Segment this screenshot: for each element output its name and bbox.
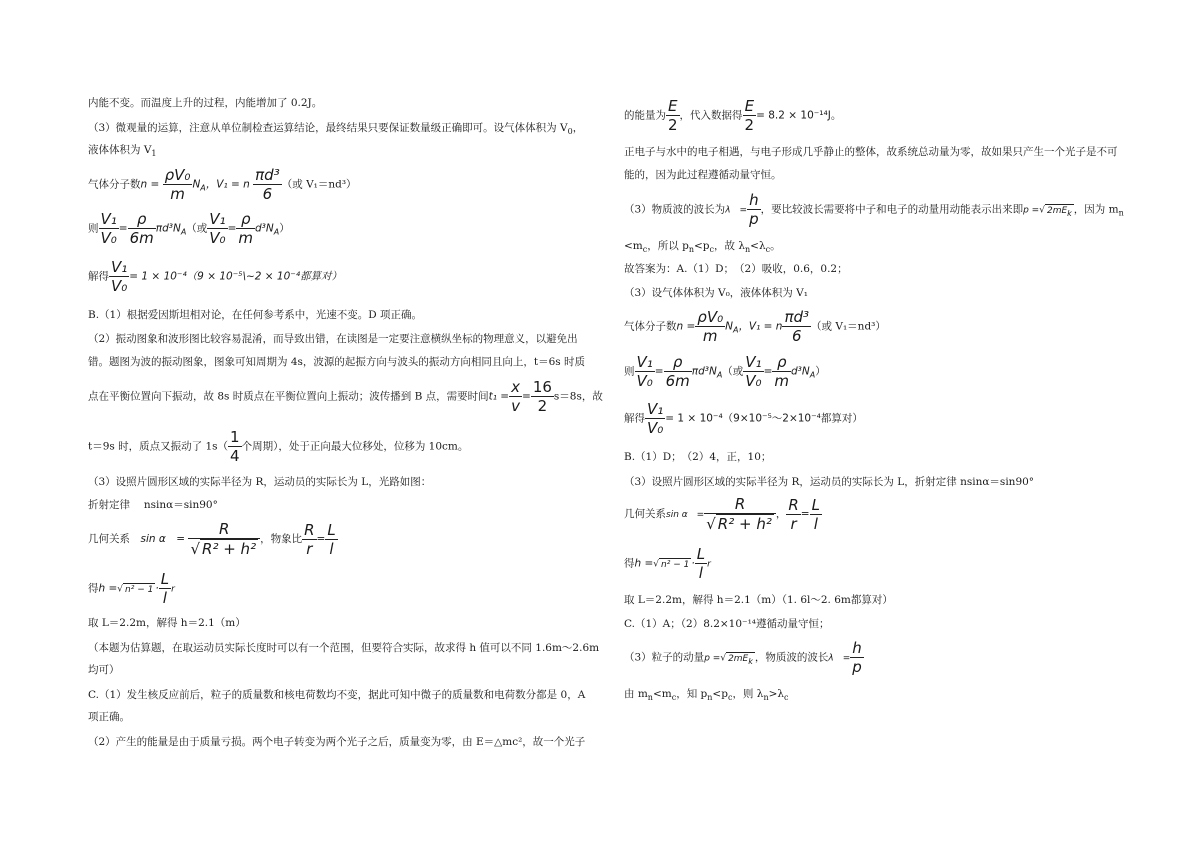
math: t₁ = (488, 390, 510, 403)
text: （2）产生的能量是由于质量亏损。两个电子转变为两个光子之后，质量变为零，由 E＝△mc²，故一个光子 (88, 736, 586, 748)
subscript: c (765, 245, 771, 255)
math: = 1 × 10⁻⁴（9×10⁻⁵～2×10⁻⁴都算对） (665, 412, 863, 425)
subscript: n (688, 245, 694, 255)
subscript: n (1118, 208, 1124, 218)
text: ， (775, 508, 787, 520)
fraction (236, 210, 255, 247)
text: 解得 (88, 270, 109, 283)
formula-geometry (88, 520, 338, 558)
numerator: V₁ (100, 210, 117, 228)
text: 则 (624, 365, 635, 378)
math: d³N (791, 365, 810, 378)
text: B.（1）D； （2）4，正，10； (624, 451, 772, 463)
denominator: m (695, 326, 725, 345)
subscript: 0 (567, 127, 573, 137)
numerator: L (811, 495, 820, 514)
math: r (707, 559, 711, 570)
numerator: x (511, 378, 520, 396)
fraction (99, 210, 119, 247)
text: 点在平衡位置向下振动，故 8s 时质点在平衡位置向上振动；波传播到 B 点，需要时间 (88, 390, 489, 403)
fraction (253, 166, 282, 203)
text: ） (279, 222, 290, 235)
denominator: √ R² + h² (188, 538, 260, 558)
denominator: √ R² + h² (704, 513, 776, 533)
numerator: πd³ (255, 166, 280, 184)
denominator: l (325, 539, 337, 558)
answer-line (624, 263, 848, 276)
fraction (159, 570, 171, 607)
numerator: ρ (672, 353, 683, 371)
math: = (316, 533, 326, 545)
text-line (624, 146, 1118, 159)
text: （3）微观量的运算，注意从单位制检查运算结论，最终结果只要保证数量级正确即可。设气体体积为 V (88, 122, 568, 134)
text-line (88, 144, 157, 157)
text-line (88, 642, 599, 655)
denominator: l (159, 588, 171, 607)
text: B.（1）根据爱因斯坦相对论，在任何参考系中，光速不变。D 项正确。 (88, 309, 422, 321)
text: <m (624, 240, 643, 252)
numerator: L (696, 545, 706, 563)
text-line (88, 617, 246, 630)
text: <λ (750, 240, 766, 252)
text: 气体分子数 (88, 178, 141, 191)
text: 则 (88, 222, 99, 235)
subscript: c (642, 245, 648, 255)
subscript: 1 (151, 149, 157, 159)
math: n = (676, 320, 696, 333)
formula-molecule-count (624, 308, 886, 345)
text: 取 L＝2.2m，解得 h＝2.1（m）（1. 6l～2. 6m都算对） (624, 594, 893, 606)
denominator: l (810, 514, 822, 533)
subscript: c (671, 693, 677, 703)
math: p = (1023, 205, 1040, 216)
math: = (227, 222, 237, 235)
text-line (88, 711, 130, 724)
formula-geometry (624, 495, 822, 533)
numerator: ρV₀ (697, 308, 724, 326)
fraction (772, 353, 791, 390)
text: ，所以 p (647, 240, 689, 252)
text: ，故 λ (713, 240, 745, 252)
fraction (704, 495, 776, 533)
sqrt: n² − 1 (661, 559, 690, 570)
fraction (782, 308, 811, 345)
numerator: E (668, 97, 678, 115)
text: 正电子与水中的电子相遇，与电子形成几乎静止的整体，故系统总动量为零，故如果只产生一个光子是不可 (624, 146, 1118, 158)
subscript: n (744, 245, 751, 255)
text-line (88, 122, 583, 135)
subscript: A (273, 227, 280, 237)
numerator: 1 (230, 428, 240, 446)
formula-ratio (88, 210, 290, 247)
numerator: L (327, 520, 336, 539)
fraction (163, 166, 193, 203)
subscript: n (763, 693, 769, 703)
text: （或 V₁＝nd³） (811, 320, 886, 333)
text-line (88, 97, 322, 110)
text: 几何关系 (88, 533, 141, 545)
denominator: V₀ (111, 277, 128, 295)
math: r (171, 584, 175, 595)
fraction (666, 97, 680, 134)
numerator: L (160, 570, 170, 588)
text: （本题为估算题，在取运动员实际长度时可以有一个范围，但要符合实际，故求得 h 值可以不同 1.6m～2.6m (88, 642, 600, 654)
text: 错。题图为波的振动图象，图象可知周期为 4s，波源的起振方向与波头的振动方向相同且向上，t＝6s 时质 (88, 356, 586, 368)
text: ，要比较波长需要将中子和电子的动量用动能表示出来即 (760, 203, 1024, 216)
text-line (88, 664, 120, 677)
denominator: V₀ (745, 372, 762, 390)
formula-photon-energy (624, 97, 841, 134)
text-line (88, 689, 585, 702)
text: 项正确。 (88, 711, 130, 723)
denominator: 6m (129, 229, 154, 247)
numerator: ρ (776, 353, 787, 371)
math: N (725, 320, 733, 333)
text: 得 (624, 557, 635, 570)
numerator: ρV₀ (164, 166, 191, 184)
formula-result (88, 258, 342, 295)
math: πd³N (691, 365, 717, 378)
text: ，物象比 (260, 533, 303, 545)
fraction (228, 428, 242, 465)
text-line (88, 476, 431, 489)
fraction (743, 97, 757, 134)
subscript: c (709, 245, 714, 255)
text: 个周期），处于正向最大位移处，位移为 10cm。 (241, 440, 469, 453)
text: ，代入数据得 (679, 109, 743, 122)
text: C.（1）A；（2）8.2×10⁻¹⁴遵循动量守恒； (624, 618, 830, 630)
subscript: k (1067, 208, 1072, 218)
denominator: 6 (253, 184, 282, 203)
denominator: V₀ (100, 229, 117, 247)
numerator: h (852, 639, 862, 657)
text-line (88, 309, 422, 322)
denominator: 6 (782, 326, 811, 345)
text: （或 (186, 222, 208, 235)
text: t＝9s 时，质点又振动了 1s（ (88, 440, 229, 453)
text: 。 (770, 240, 781, 252)
denominator: 2 (744, 116, 755, 134)
text-line (624, 476, 1034, 489)
fraction (743, 353, 763, 390)
subscript: A (180, 227, 187, 237)
text: ，则 λ (732, 688, 764, 700)
math: ，V₁ = n (205, 178, 250, 191)
sqrt (1045, 204, 1074, 218)
fraction (786, 496, 800, 533)
text-line (624, 594, 893, 607)
math: · (691, 557, 695, 570)
denominator: m (774, 372, 790, 390)
math: p = (704, 653, 721, 664)
text: <m (652, 688, 672, 700)
numerator: πd³ (784, 308, 810, 326)
subscript: A (716, 370, 723, 380)
numerator: V₁ (745, 353, 762, 371)
fraction (850, 639, 864, 676)
fraction (188, 520, 260, 558)
numerator: V₁ (111, 258, 128, 276)
text: ，物质波的波长 (754, 651, 829, 664)
denominator: V₀ (209, 229, 226, 247)
denominator: p (852, 658, 862, 676)
math: λ = (725, 205, 748, 216)
text-line (88, 356, 585, 369)
text: （3）设气体体积为 V₀，液体体积为 V₁ (624, 287, 808, 299)
text: （3）设照片圆形区域的实际半径为 R，运动员的实际长为 L，折射定律 nsinα＝sin90° (624, 476, 1035, 488)
math: N (192, 178, 201, 191)
math: 2mE (728, 653, 749, 664)
numerator: R (219, 520, 230, 538)
subscript: A (809, 370, 816, 380)
math: sin α = (140, 533, 186, 545)
text-line (88, 736, 585, 749)
formula-wavelength: （3）物质波的波长为λ = $\frac{h}{p}$ ，要比较波长需要将中子和电子的动量用动能表示出来即p =√ $2mE_k$ ，因为 $m_n$ (624, 191, 1124, 228)
sqrt: R² + h² (717, 515, 772, 533)
fraction (747, 191, 761, 228)
formula-period (88, 428, 468, 465)
numerator: V₁ (636, 353, 653, 371)
text: 能的，因为此过程遵循动量守恒。 (624, 169, 782, 181)
numerator: V₁ (209, 210, 226, 228)
fraction (695, 545, 707, 582)
text: 均可） (88, 664, 120, 676)
text: （3）物质波的波长为 (624, 203, 726, 216)
math: = (522, 390, 531, 403)
sqrt: n² − 1 (125, 584, 154, 595)
answer-line (624, 451, 771, 464)
text-line (88, 333, 578, 346)
math: = 8.2 × 10⁻¹⁴J。 (756, 109, 842, 122)
math: ，V₁ = n (738, 320, 783, 333)
answer-line (624, 618, 830, 631)
text: （或 (722, 365, 744, 378)
denominator: V₀ (636, 372, 653, 390)
text: 内能不变。而温度上升的过程，内能增加了 0.2J。 (88, 97, 323, 109)
numerator: V₁ (647, 400, 664, 418)
fraction (531, 378, 554, 415)
math: = (118, 222, 128, 235)
text-line (624, 240, 781, 253)
fraction (645, 400, 665, 437)
math: n = (140, 178, 160, 191)
fraction (509, 378, 522, 415)
denominator: 4 (230, 447, 240, 465)
denominator: m (163, 184, 193, 203)
fraction (325, 521, 337, 558)
denominator: p (749, 210, 759, 228)
formula-height: 得h =√ n² − 1 · $\frac{L}{l}$ r (88, 570, 175, 607)
text: ，因为 m (1073, 203, 1119, 216)
text: 故答案为：A.（1）D； （2）吸收，0.6，0.2； (624, 263, 848, 275)
text: ，知 p (676, 688, 708, 700)
formula-time (88, 378, 603, 415)
text: C.（1）发生核反应前后，粒子的质量数和核电荷数均不变，据此可知中微子的质量数和电荷数分都是 0，A (88, 689, 586, 701)
text: （或 V₁＝nd³） (281, 178, 357, 191)
fraction (128, 210, 156, 247)
fraction (695, 308, 725, 345)
numerator: R (734, 495, 746, 513)
formula-momentum: （3）粒子的动量p =√ $2mE_k$ ，物质波的波长λ = $\frac{h}{p}$ (624, 639, 862, 676)
math: πd³N (155, 222, 181, 235)
math: = (800, 508, 810, 520)
denominator: 6m (665, 372, 690, 390)
numerator: ρ (136, 210, 147, 228)
text: 解得 (624, 412, 645, 425)
text: 的能量为 (624, 109, 666, 122)
math: sin α = (666, 510, 705, 520)
subscript: k (748, 656, 753, 666)
denominator: m (238, 229, 254, 247)
sqrt: R² + h² (202, 540, 257, 558)
numerator: 16 (532, 378, 552, 396)
numerator: R (304, 520, 315, 539)
math: h = (634, 557, 654, 570)
text: <p (712, 688, 728, 700)
fraction (635, 353, 655, 390)
fraction (810, 496, 822, 533)
denominator: r (786, 514, 800, 533)
text: 气体分子数 (624, 320, 677, 333)
numerator: ρ (240, 210, 251, 228)
sqrt (726, 652, 755, 666)
text-line (624, 688, 789, 701)
subscript: A (732, 325, 739, 335)
text-line (624, 287, 808, 300)
denominator: v (511, 397, 520, 415)
subscript: c (727, 693, 733, 703)
formula-result (624, 400, 863, 437)
text: ， (572, 122, 584, 134)
text: 由 m (624, 688, 648, 700)
text: （3）设照片圆形区域的实际半径为 R，运动员的实际长为 L，光路如图： (88, 476, 432, 488)
text: ） (815, 365, 826, 378)
subscript: A (200, 183, 206, 193)
subscript: n (707, 693, 713, 703)
text: >λ (768, 688, 785, 700)
fraction (664, 353, 692, 390)
text: 取 L＝2.2m，解得 h＝2.1（m） (88, 617, 246, 629)
numerator: R (788, 495, 799, 514)
denominator: 2 (531, 396, 554, 415)
formula-ratio: 则 $\frac{\text{V₁}}{\text{V₀}}$ = $\frac{\rho}{6m}$ $\pi d^3N_A$（或 $\frac{\text{V₁}}{\text{V₀}}$ = $\frac{\rho}{m}$ $d^3N_A$） (624, 353, 826, 390)
text: 得 (88, 582, 99, 595)
denominator: 2 (668, 116, 678, 134)
fraction (207, 210, 227, 247)
text-line (624, 169, 782, 182)
denominator: l (695, 563, 707, 582)
math: λ = (828, 653, 851, 664)
text: 几何关系 (624, 508, 666, 520)
math: h = (98, 582, 118, 595)
text: <p (693, 240, 710, 252)
fraction (302, 521, 316, 558)
denominator: V₀ (647, 419, 664, 437)
denominator: r (302, 539, 316, 558)
numerator: E (744, 97, 755, 115)
math: 2mE (1046, 205, 1068, 216)
math: · (155, 582, 159, 595)
text: （2）振动图象和波形图比较容易混淆，而导致出错，在读图是一定要注意横纵坐标的物理意义，以避免出 (88, 333, 578, 345)
text: （3）粒子的动量 (624, 651, 705, 664)
subscript: n (647, 693, 653, 703)
text: 折射定律 nsinα＝sin90° (88, 499, 218, 511)
text-line (88, 499, 218, 512)
math: d³N (255, 222, 274, 235)
numerator: h (749, 191, 759, 209)
math: = 1 × 10⁻⁴（9 × 10⁻⁵\~2 × 10⁻⁴都算对） (129, 270, 343, 283)
text: 液体体积为 V (88, 144, 152, 156)
text: s＝8s，故 (553, 390, 603, 403)
fraction (109, 258, 129, 295)
formula-molecule-count (88, 166, 357, 203)
formula-height: 得h =√ n² − 1 · $\frac{L}{l}$ r (624, 545, 711, 582)
subscript: c (784, 693, 789, 703)
